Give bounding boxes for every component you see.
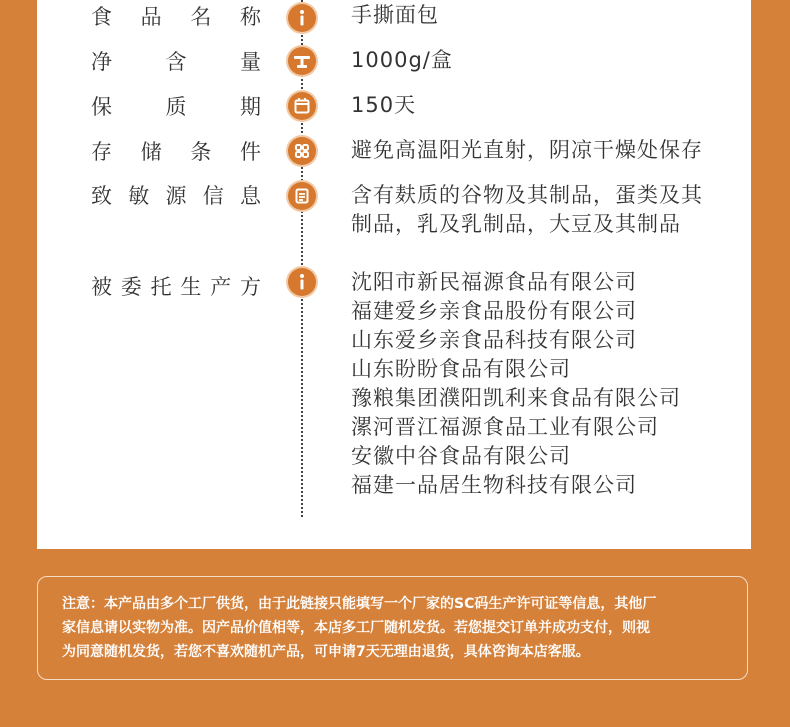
manufacturer-item: 福建一品居生物科技有限公司 <box>351 473 637 497</box>
notice-line: 注意：本产品由多个工厂供货，由于此链接只能填写一个厂家的SC码生产许可证等信息，其他厂 <box>62 596 657 612</box>
value-line: 含有麸质的谷物及其制品，蛋类及其 <box>351 183 703 207</box>
label-char: 食 <box>91 5 112 29</box>
label-char: 生 <box>180 275 202 299</box>
manufacturer-item: 漯河晋江福源食品工业有限公司 <box>351 415 659 439</box>
timeline-dotted-line <box>301 0 303 517</box>
notice-line: 为同意随机发货，若您不喜欢随机产品，可申请7天无理由退货，具体咨询本店客服。 <box>62 644 590 660</box>
label-char: 托 <box>150 275 172 299</box>
manufacturer-item: 沈阳市新民福源食品有限公司 <box>351 270 637 294</box>
value-line: 1000g/盒 <box>351 48 453 72</box>
label-char: 含 <box>165 50 187 74</box>
value-allergen <box>351 181 731 239</box>
value-storage <box>351 136 731 165</box>
manufacturer-item: 福建爱乡亲食品股份有限公司 <box>351 299 637 323</box>
label-char: 信 <box>202 184 224 208</box>
label-product-name <box>91 2 261 32</box>
label-allergen <box>91 181 261 211</box>
label-char: 量 <box>240 50 261 74</box>
label-char: 保 <box>91 95 112 119</box>
label-char: 储 <box>140 140 162 164</box>
label-char: 名 <box>190 5 212 29</box>
value-contract-manufacturer <box>351 268 731 500</box>
label-char: 质 <box>165 95 187 119</box>
manufacturer-item: 安徽中谷食品有限公司 <box>351 444 571 468</box>
calendar-icon <box>288 92 316 120</box>
label-char: 方 <box>239 275 261 299</box>
label-char: 息 <box>240 184 261 208</box>
document-icon <box>288 182 316 210</box>
value-line: 避免高温阳光直射，阴凉干燥处保存 <box>351 138 703 162</box>
value-line: 制品，乳及乳制品，大豆及其制品 <box>351 212 681 236</box>
notice-box <box>37 576 748 680</box>
label-char: 产 <box>210 275 232 299</box>
label-char: 条 <box>190 140 212 164</box>
manufacturer-item: 豫粮集团濮阳凯利来食品有限公司 <box>351 386 681 410</box>
label-char: 净 <box>91 50 112 74</box>
notice-line: 家信息请以实物为准。因产品价值相等，本店多工厂随机发货。若您提交订单并成功支付，则视 <box>62 620 650 636</box>
label-char: 期 <box>240 95 261 119</box>
label-shelf-life <box>91 92 261 122</box>
label-char: 委 <box>120 275 142 299</box>
label-contract-manufacturer <box>91 272 261 302</box>
value-line: 手撕面包 <box>351 3 439 27</box>
info-icon <box>288 4 316 32</box>
label-char: 敏 <box>128 184 150 208</box>
value-line: 150天 <box>351 93 417 117</box>
value-shelf-life <box>351 91 731 120</box>
grid-icon <box>288 137 316 165</box>
manufacturer-item: 山东爱乡亲食品科技有限公司 <box>351 328 637 352</box>
label-char: 被 <box>91 275 112 299</box>
label-char: 品 <box>140 5 162 29</box>
label-net-content <box>91 47 261 77</box>
info-icon <box>288 268 316 296</box>
value-net-content <box>351 46 731 75</box>
value-product-name <box>351 1 731 30</box>
label-char: 致 <box>91 184 112 208</box>
label-storage <box>91 137 261 167</box>
label-char: 件 <box>239 140 261 164</box>
label-char: 源 <box>165 184 187 208</box>
label-char: 存 <box>91 140 112 164</box>
label-char: 称 <box>239 5 261 29</box>
scale-icon <box>288 47 316 75</box>
manufacturer-item: 山东盼盼食品有限公司 <box>351 357 571 381</box>
